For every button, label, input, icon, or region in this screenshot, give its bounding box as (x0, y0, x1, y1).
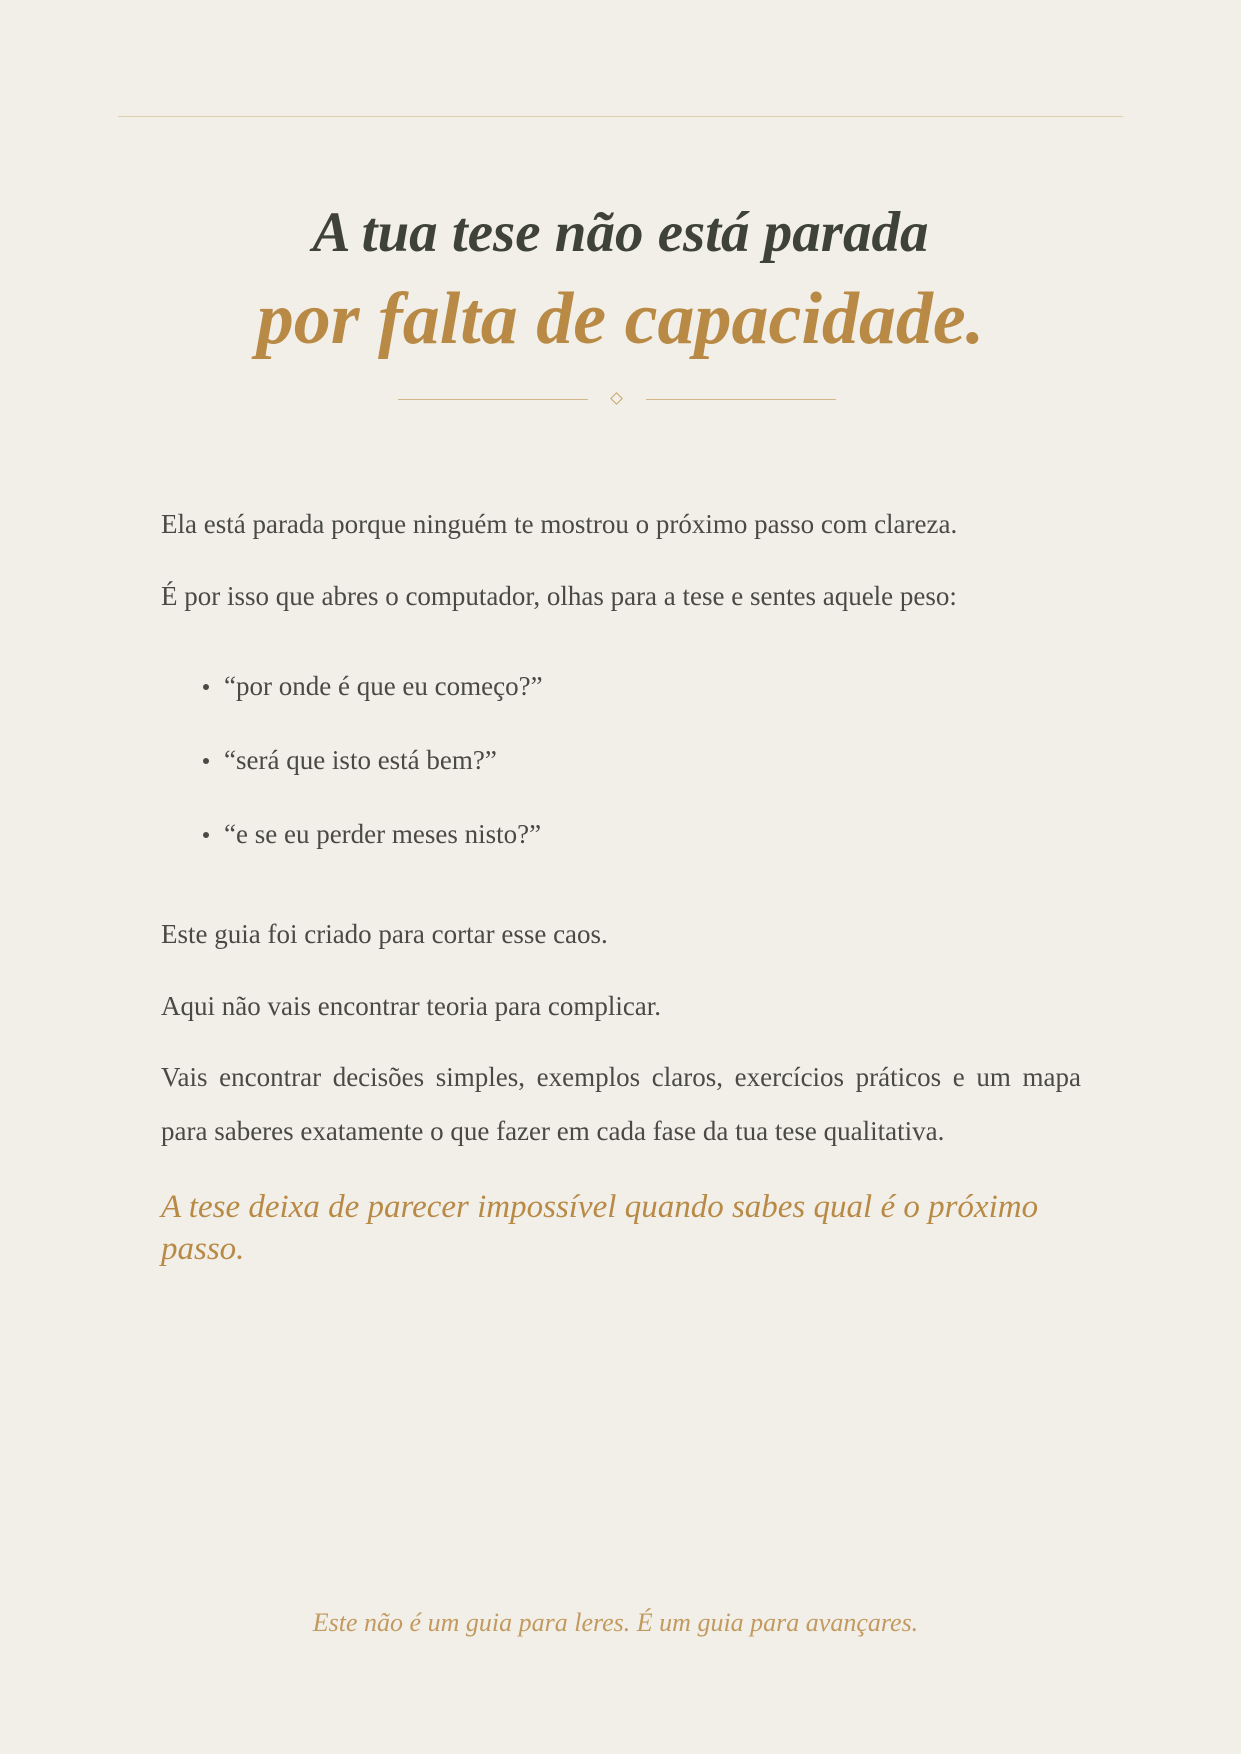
list-item-text: “será que isto está bem?” (224, 745, 497, 775)
page-title-line1: A tua tese não está parada (312, 201, 929, 264)
intro-paragraph: Ela está parada porque ninguém te mostrou o próximo passo com clareza. (161, 509, 958, 539)
ornament-line-right (646, 399, 836, 400)
diamond-icon (610, 392, 623, 405)
list-item-text: “e se eu perder meses nisto?” (224, 819, 542, 849)
no-theory-paragraph: Aqui não vais encontrar teoria para complicar. (161, 991, 662, 1021)
list-item (200, 668, 1000, 742)
list-item-text: “por onde é que eu começo?” (224, 671, 543, 701)
list-item (200, 742, 1000, 816)
feeling-paragraph: É por isso que abres o computador, olhas para a tese e sentes aquele peso: (161, 581, 957, 611)
list-item (200, 816, 1000, 890)
ornament-line-left (398, 399, 588, 400)
doubts-list (200, 668, 1000, 890)
highlight-quote: A tese deixa de parecer impossível quando sabes qual é o próximo passo. (161, 1189, 1039, 1267)
footer-tagline: Este não é um guia para leres. É um guia para avançares. (312, 1608, 919, 1637)
purpose-paragraph: Este guia foi criado para cortar esse caos. (161, 919, 608, 949)
contents-paragraph: Vais encontrar decisões simples, exemplos claros, exercícios práticos e um mapa para saberes exatamente o que fazer em cada fase da tua tese qualitativa. (161, 1062, 1081, 1146)
page-title-line2: por falta de capacidade. (256, 278, 985, 360)
bullet-dot-icon (203, 758, 209, 764)
bullet-dot-icon (203, 832, 209, 838)
top-divider-line (118, 116, 1123, 117)
bullet-dot-icon (203, 684, 209, 690)
title-ornament (398, 388, 836, 410)
